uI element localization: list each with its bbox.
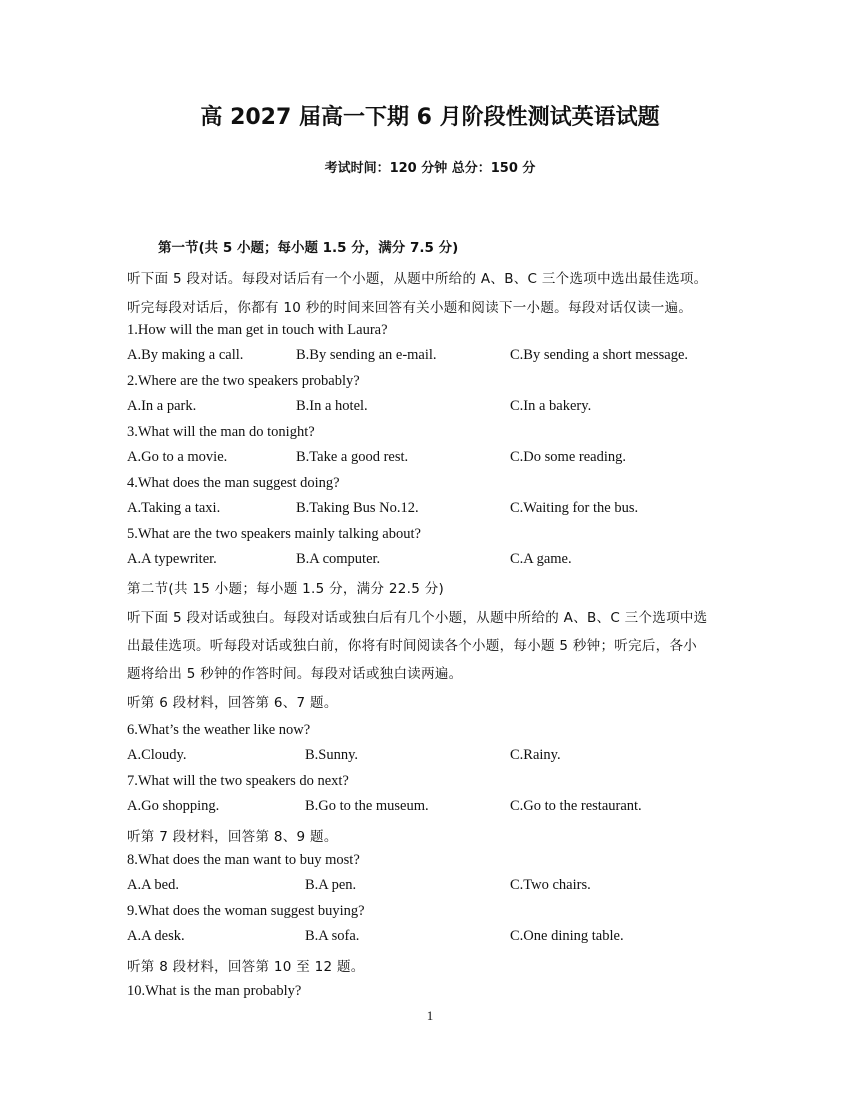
question-6-option-c: C.Rainy. [510,747,561,763]
question-3-option-c: C.Do some reading. [510,449,626,465]
material-7-instruction: 听第 7 段材料，回答第 8、9 题。 [127,829,338,845]
question-6-option-a: A.Cloudy. [127,747,187,763]
question-1-option-c: C.By sending a short message. [510,347,689,363]
section-1-instruction-line-2: 听完每段对话后，你都有 10 秒的时间来回答有关小题和阅读下一小题。每段对话仅读一遍。 [127,300,693,316]
question-5: 5.What are the two speakers mainly talking about? [127,526,421,542]
question-3-option-b: B.Take a good rest. [296,449,409,465]
section-2-instruction-line-1: 听下面 5 段对话或独白。每段对话或独白后有几个小题，从题中所给的 A、B、C 三个选项中选 [127,610,708,626]
question-4-option-b: B.Taking Bus No.12. [296,500,419,516]
question-2-option-b: B.In a hotel. [296,398,368,414]
question-1-option-a: A.By making a call. [127,347,244,363]
question-5-option-a: A.A typewriter. [127,551,217,567]
question-2-option-a: A.In a park. [127,398,197,414]
question-8-option-c: C.Two chairs. [510,877,591,893]
question-1-option-b: B.By sending an e-mail. [296,347,437,363]
question-7-option-a: A.Go shopping. [127,798,220,814]
section-2-instruction-line-3: 题将给出 5 秒钟的作答时间。每段对话或独白读两遍。 [127,666,463,682]
exam-info: 考试时间：120 分钟 总分：150 分 [324,161,536,176]
question-6-option-b: B.Sunny. [305,747,359,763]
section-2-instruction-line-2: 出最佳选项。听每段对话或独白前，你将有时间阅读各个小题，每小题 5 秒钟；听完后，各小 [127,638,698,654]
question-6: 6.What’s the weather like now? [127,722,311,738]
question-3-option-a: A.Go to a movie. [127,449,228,465]
question-4-option-c: C.Waiting for the bus. [510,500,639,516]
question-7: 7.What will the two speakers do next? [127,773,349,789]
section-1-instruction-line-1: 听下面 5 段对话。每段对话后有一个小题，从题中所给的 A、B、C 三个选项中选出最佳选项。 [127,271,708,287]
question-5-option-b: B.A computer. [296,551,381,567]
page-number: 1 [426,1008,434,1023]
question-9-option-b: B.A sofa. [305,928,360,944]
question-7-option-b: B.Go to the museum. [305,798,429,814]
exam-title: 高 2027 届高一下期 6 月阶段性测试英语试题 [200,105,660,130]
question-8-option-a: A.A bed. [127,877,179,893]
question-3: 3.What will the man do tonight? [127,424,315,440]
section-2-heading: 第二节(共 15 小题；每小题 1.5 分，满分 22.5 分) [127,581,445,597]
question-8: 8.What does the man want to buy most? [127,852,360,868]
question-10: 10.What is the man probably? [127,983,302,999]
question-9: 9.What does the woman suggest buying? [127,903,365,919]
question-7-option-c: C.Go to the restaurant. [510,798,642,814]
question-5-option-c: C.A game. [510,551,572,567]
question-4: 4.What does the man suggest doing? [127,475,340,491]
section-1-heading: 第一节(共 5 小题；每小题 1.5 分，满分 7.5 分) [158,240,459,256]
material-6-instruction: 听第 6 段材料，回答第 6、7 题。 [127,695,338,711]
question-2-option-c: C.In a bakery. [510,398,592,414]
material-8-instruction: 听第 8 段材料，回答第 10 至 12 题。 [127,959,365,975]
question-8-option-b: B.A pen. [305,877,357,893]
question-9-option-a: A.A desk. [127,928,185,944]
question-1: 1.How will the man get in touch with Laura? [127,322,388,338]
question-9-option-c: C.One dining table. [510,928,624,944]
question-2: 2.Where are the two speakers probably? [127,373,360,389]
question-4-option-a: A.Taking a taxi. [127,500,221,516]
